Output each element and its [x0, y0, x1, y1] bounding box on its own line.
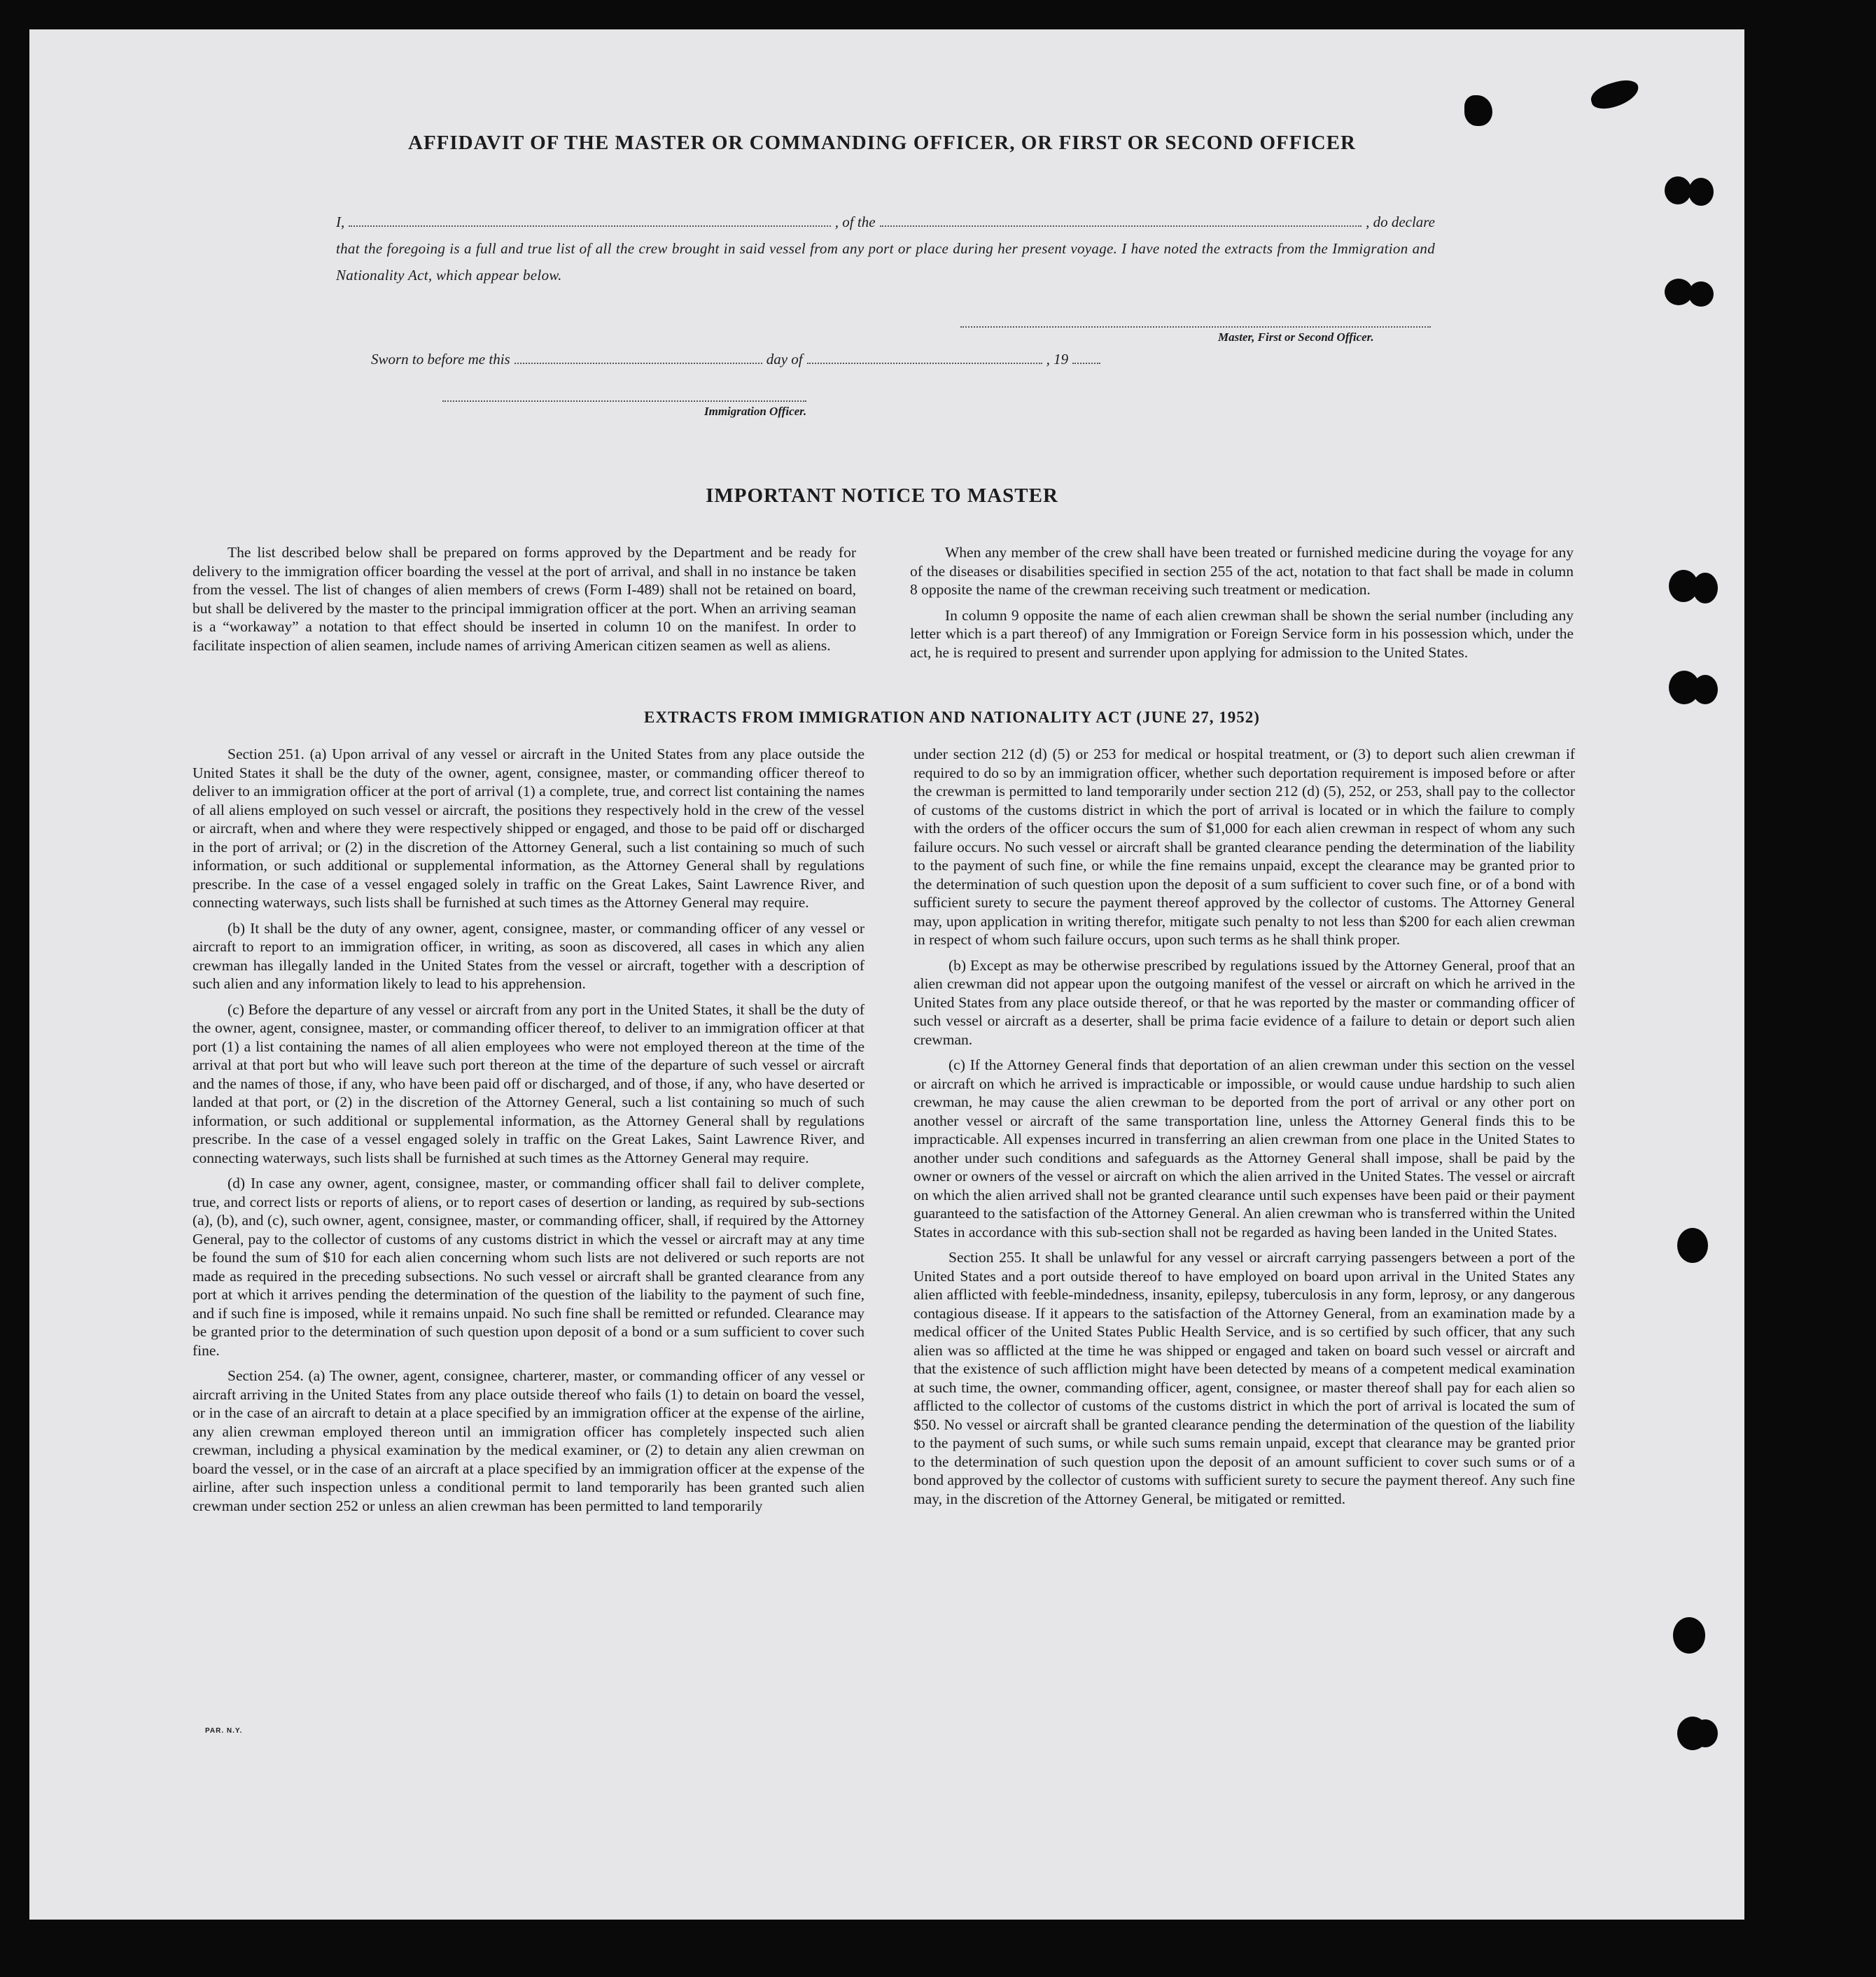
declaration-do-declare: , do declare: [1366, 214, 1436, 230]
sworn-year: , 19: [1046, 351, 1069, 368]
notice-right-paragraph: In column 9 opposite the name of each alien crewman shall be shown the serial number (including any letter which is a part thereof) of any Immigration or Foreign Service form in his possession which, under the act, he is required to present and surrender upon applying for admission to the United States.: [910, 606, 1574, 661]
section-paragraph: (c) Before the departure of any vessel or aircraft from any port in the United States, it shall be the duty of the owner, agent, consignee, master, or commanding officer thereof, to deliver to an immigration officer at that port (1) a list containing the names of all alien employees who were not employed thereon at the time of the arrival at that port but who will leave such port thereon at the time of the departure of such vessel or aircraft and the names of those, if any, who have been paid off or discharged, and of those, if any, who have deserted or landed at that port, or (2) in the discretion of the Attorney General, such a list containing so much of such information, or such additional or supplemental information, as the Attorney General shall by regulations prescribe. In the case of a vessel engaged solely in traffic on the Great Lakes, Saint Lawrence River, and connecting waterways, such lists shall be furnished at such times as the Attorney General may require.: [192, 1000, 864, 1166]
declaration-body: that the foregoing is a full and true list of all the crew brought in said vessel from any port or place during her present voyage. I have noted the extracts from the Immigration and Nationality Act, which appear below.: [336, 240, 1435, 284]
punch-hole: [1688, 178, 1714, 206]
extracts-left-column: [192, 745, 864, 1522]
extracts-right-column: [913, 745, 1575, 1515]
section-paragraph: (c) If the Attorney General finds that deportation of an alien crewman under this section on the vessel or aircraft on which he arrived is impracticable or impossible, or would cause undue hardship to such alien crewman, he may cause the alien crewman to be deported from the port of arrival or any other port on another vessel or aircraft of the same transportation line, unless the Attorney General finds this to be impracticable. All expenses incurred in transferring an alien crewman from one place in the United States to another under such conditions and safeguards as the Attorney General shall impose, shall be paid by the owner or owners of the vessel or aircraft on which the alien arrived in the United States. The vessel or aircraft on which the alien arrived shall not be granted clearance until such expenses have been paid or their payment guaranteed to the satisfaction of the Attorney General. An alien crewman who is transferred within the United States in accordance with this sub-section shall not be regarded as having been landed in the United States.: [913, 1056, 1575, 1241]
sworn-year-field[interactable]: [1072, 350, 1100, 364]
punch-hole: [1665, 176, 1691, 204]
officer-signature-label: Immigration Officer.: [704, 405, 807, 418]
punch-hole: [1677, 1228, 1708, 1263]
punch-hole: [1693, 573, 1718, 603]
section-paragraph: (b) Except as may be otherwise prescribed by regulations issued by the Attorney General, proof that an alien crewman did not appear upon the outgoing manifest of the vessel or aircraft on which he arrived in the United States from any place outside thereof, or that he was reported by the master or commanding officer of such vessel or aircraft as a deserter, shall be prima facie evidence of a failure to detain or deport such alien crewman.: [913, 956, 1575, 1048]
name-field[interactable]: [349, 213, 831, 227]
notice-left-paragraph: The list described below shall be prepared on forms approved by the Department and be ready for delivery to the immigration officer boarding the vessel at the port of arrival, and shall in no instance be taken from the vessel. The list of changes of alien members of crews (Form I-489) shall not be retained on board, but shall be delivered by the master to the principal immigration officer at the port. When an arriving seaman is a “workaway” a notation to that effect should be inserted in column 10 on the manifest. In order to facilitate inspection of alien seamen, include names of arriving American citizen seamen as well as aliens.: [192, 544, 856, 654]
sworn-month-field[interactable]: [807, 350, 1042, 364]
declaration: [336, 209, 1435, 288]
section-paragraph: Section 255. It shall be unlawful for any vessel or aircraft carrying passengers between a port of the United States and a port outside thereof to have employed on board upon arrival in the United States any alien afflicted with feeble-mindedness, insanity, epilepsy, tuberculosis in any form, leprosy, or any dangerous contagious disease. If it appears to the satisfaction of the Attorney General, from an examination made by a medical officer of the United States Public Health Service, and is so certified by such officer, that any such alien was so afflicted at the time he was shipped or engaged and taken on board such vessel or aircraft and that the existence of such affliction might have been detected by means of a competent medical examination at such time, the owner, commanding officer, agent, consignee, or master thereof shall pay for each alien so afflicted to the collector of customs of the customs district in which the port of arrival is located the sum of $50. No vessel or aircraft shall be granted clearance pending the determination of the question of the liability to the payment of such sums, or while such sums remain unpaid, except that clearance may be granted prior to the determination of such question upon the deposit of an amount sufficient to cover such sums or of a bond approved by the collector of customs with sufficient surety to secure the payment thereof. Any such fine may, in the discretion of the Attorney General, be mitigated or remitted.: [913, 1249, 1575, 1507]
master-signature-line[interactable]: [960, 326, 1431, 328]
sworn-day-of: day of: [766, 351, 803, 368]
notice-left-column: [192, 543, 856, 662]
notice-right-column: [910, 543, 1574, 669]
section-paragraph: (b) It shall be the duty of any owner, agent, consignee, master, or commanding officer of any vessel or aircraft to report to an immigration officer, in writing, as soon as discovered, all cases in which any alien crewman has illegally landed in the United States from the vessel or aircraft, together with a description of such alien and any information likely to lead to his apprehension.: [192, 919, 864, 992]
section-paragraph: (d) In case any owner, agent, consignee, master, or commanding officer shall fail to deliver complete, true, and correct lists or reports of aliens, or to report cases of desertion or landing, as required by sub-sections (a), (b), and (c), such owner, agent, consignee, master, or commanding officer, shall, if required by the Attorney General, pay to the collector of customs of any customs district in which the vessel or aircraft may at any time be found the sum of $10 for each alien concerning whom such lists are not delivered or such reports are not made as required in the preceding subsections. No such vessel or aircraft shall be granted clearance from any port at which it arrives pending the determination of the question of the liability to the payment of such fine, and if such fine is imposed, while it remains unpaid. No such fine shall be remitted or refunded. Clearance may be granted prior to the determination of such question upon deposit of a bond or a sum sufficient to cover such fine.: [192, 1175, 864, 1359]
section-paragraph: Section 254. (a) The owner, agent, consignee, charterer, master, or commanding officer of any vessel or aircraft arriving in the United States from any place outside thereof who fails (1) to detain on board the vessel, or in the case of an aircraft to detain at a place specified by an immigration officer at the expense of the airline, any alien crewman employed thereon until an immigration officer has completely inspected such alien crewman, including a physical examination by the medical examiner, or (2) to detain any alien crewman on board the vessel, or in the case of an aircraft at a place specified by an immigration officer at the expense of the airline, after such inspection unless a conditional permit to land temporarily has been granted such alien crewman under section 252 or unless an alien crewman has been permitted to land temporarily: [192, 1367, 864, 1514]
master-signature-label: Master, First or Second Officer.: [1218, 330, 1374, 344]
punch-hole: [1693, 675, 1718, 704]
ink-blot: [1464, 95, 1492, 126]
section-paragraph: Section 251. (a) Upon arrival of any vessel or aircraft in the United States from any place outside the United States it shall be the duty of the owner, agent, consignee, master, or commanding officer thereof to deliver to an immigration officer at the port of arrival (1) a complete, true, and correct list containing the names of all aliens employed on such vessel or aircraft, the positions they respectively hold in the crew of the vessel or aircraft, when and where they were respectively shipped or engaged, and those to be paid off or discharged in the port of arrival; or (2) in the discretion of the Attorney General, such a list containing so much of such information, or such additional or supplemental information, as the Attorney General shall by regulations prescribe. In the case of a vessel engaged solely in traffic on the Great Lakes, Saint Lawrence River, and connecting waterways, such lists shall be furnished at such times as the Attorney General may require.: [192, 746, 864, 911]
notice-right-paragraph: When any member of the crew shall have been treated or furnished medicine during the voyage for any of the diseases or disabilities specified in section 255 of the act, notation to that fact shall be made in column 8 opposite the name of the crewman receiving such treatment or medication.: [910, 544, 1574, 598]
sworn-line: [371, 350, 1176, 368]
sworn-prefix: Sworn to before me this: [371, 351, 510, 368]
officer-signature-line[interactable]: [442, 400, 806, 402]
vessel-field[interactable]: [880, 213, 1362, 227]
punch-hole: [1693, 1719, 1718, 1747]
declaration-of-the: , of the: [834, 214, 876, 230]
notice-title: IMPORTANT NOTICE TO MASTER: [706, 484, 1058, 507]
extracts-title: EXTRACTS FROM IMMIGRATION AND NATIONALITY ACT (JUNE 27, 1952): [644, 708, 1260, 726]
printer-mark: PAR. N.Y.: [205, 1727, 243, 1735]
punch-hole: [1688, 281, 1714, 307]
punch-hole: [1673, 1617, 1705, 1654]
declaration-prefix: I,: [336, 214, 345, 230]
section-paragraph: under section 212 (d) (5) or 253 for medical or hospital treatment, or (3) to deport such alien crewman if required to do so by an immigration officer, whether such deportation requirement is imposed before or after the crewman is permitted to land temporarily under section 212 (d) (5), 252, or 253, shall pay to the collector of customs of the customs district in which the port of arrival is located or in which the failure to comply with the orders of the officer occurs the sum of $1,000 for each alien crewman in respect of whom any such failure occurs. No such vessel or aircraft shall be granted clearance pending the determination of the liability to the payment of such fine, or while the fine remains unpaid, except the clearance may be granted prior to the determination of such question upon the deposit of a sum sufficient to cover such fine, or of a bond with sufficient surety to secure the payment thereof approved by the collector of customs. The Attorney General may, upon application in writing therefor, mitigate such penalty to not less than $200 for each alien crewman in respect of whom such failure occurs, upon such terms as he shall think proper.: [913, 746, 1575, 948]
sworn-date-field[interactable]: [514, 350, 762, 364]
affidavit-title: AFFIDAVIT OF THE MASTER OR COMMANDING OFFICER, OR FIRST OR SECOND OFFICER: [408, 132, 1356, 154]
